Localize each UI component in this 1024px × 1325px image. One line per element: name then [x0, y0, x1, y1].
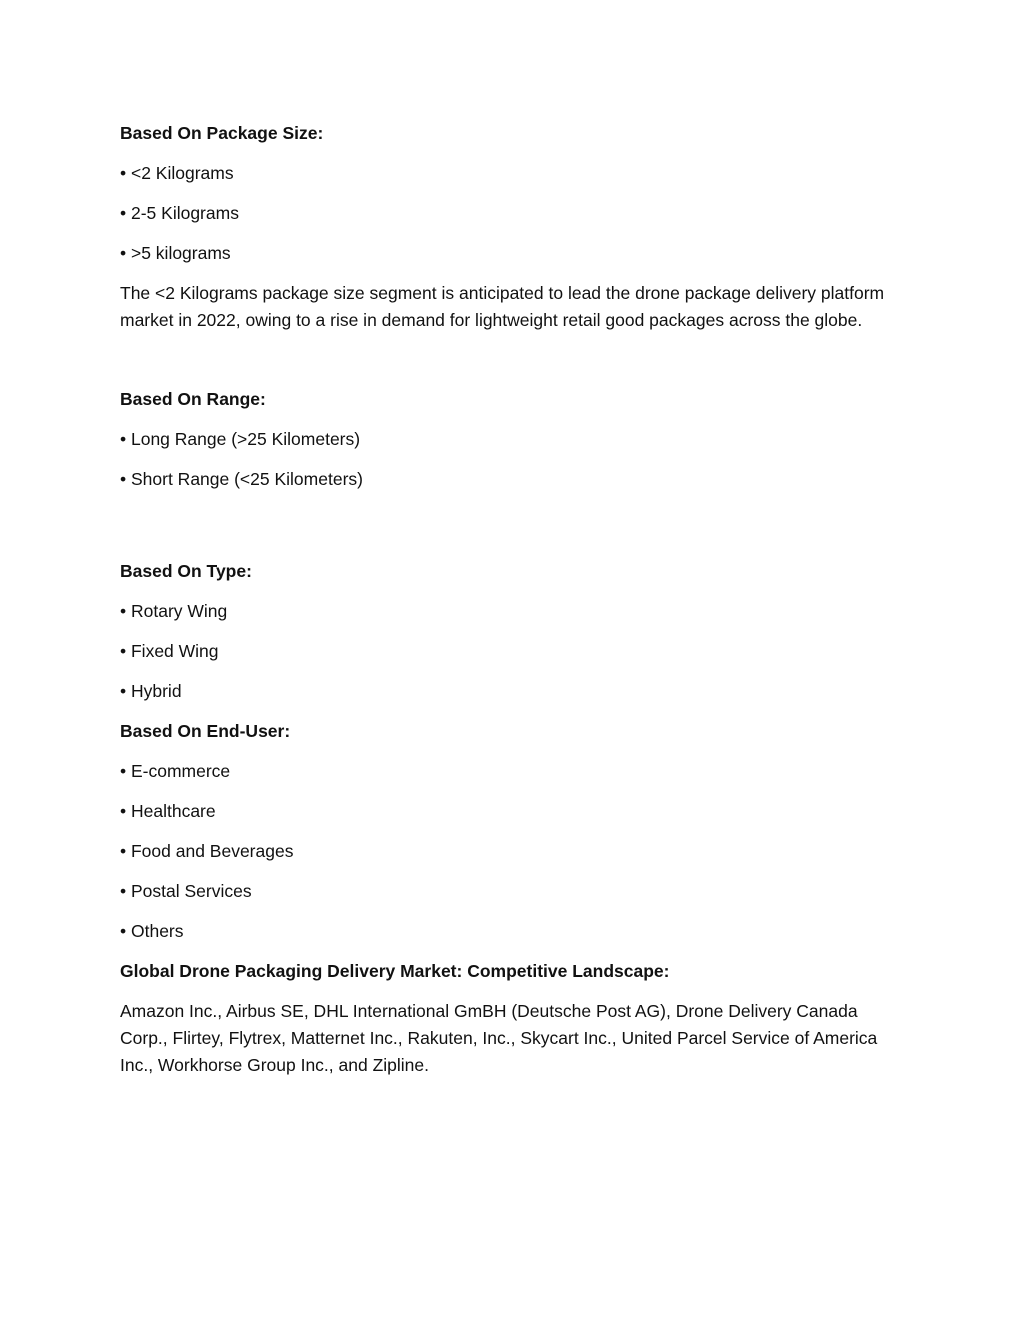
list-item-package-size: • 2-5 Kilograms — [120, 203, 239, 223]
spacer — [120, 334, 910, 386]
document-page — [120, 120, 910, 1079]
heading-end-user: Based On End-User: — [120, 721, 291, 741]
list-item-end-user: • E-commerce — [120, 761, 231, 781]
list-item-package-size: • >5 kilograms — [120, 243, 231, 263]
list-item-range: • Long Range (>25 Kilometers) — [120, 429, 361, 449]
list-item-end-user: • Others — [120, 921, 184, 941]
list-item-package-size: • <2 Kilograms — [120, 163, 234, 183]
list-item-end-user: • Food and Beverages — [120, 841, 294, 861]
heading-type: Based On Type: — [120, 561, 252, 581]
list-item-type: • Fixed Wing — [120, 641, 219, 661]
spacer — [120, 506, 910, 558]
list-item-type: • Hybrid — [120, 681, 182, 701]
heading-package-size: Based On Package Size: — [120, 123, 324, 143]
list-item-end-user: • Postal Services — [120, 881, 252, 901]
list-item-end-user: • Healthcare — [120, 801, 216, 821]
heading-range: Based On Range: — [120, 389, 266, 409]
paragraph-package-size: The <2 Kilograms package size segment is anticipated to lead the drone package delivery platform market in 2022, owing to a rise in demand for lightweight retail good packages across the globe. — [120, 283, 885, 330]
heading-competitive-landscape: Global Drone Packaging Delivery Market: Competitive Landscape: — [120, 961, 670, 981]
paragraph-competitive-landscape: Amazon Inc., Airbus SE, DHL International GmBH (Deutsche Post AG), Drone Delivery Canada Corp., Flirtey, Flytrex, Matternet Inc., Rakuten, Inc., Skycart Inc., United Parcel Service of America Inc., Workhorse Group Inc., and Zipline. — [120, 1001, 878, 1075]
list-item-range: • Short Range (<25 Kilometers) — [120, 469, 363, 489]
list-item-type: • Rotary Wing — [120, 601, 228, 621]
